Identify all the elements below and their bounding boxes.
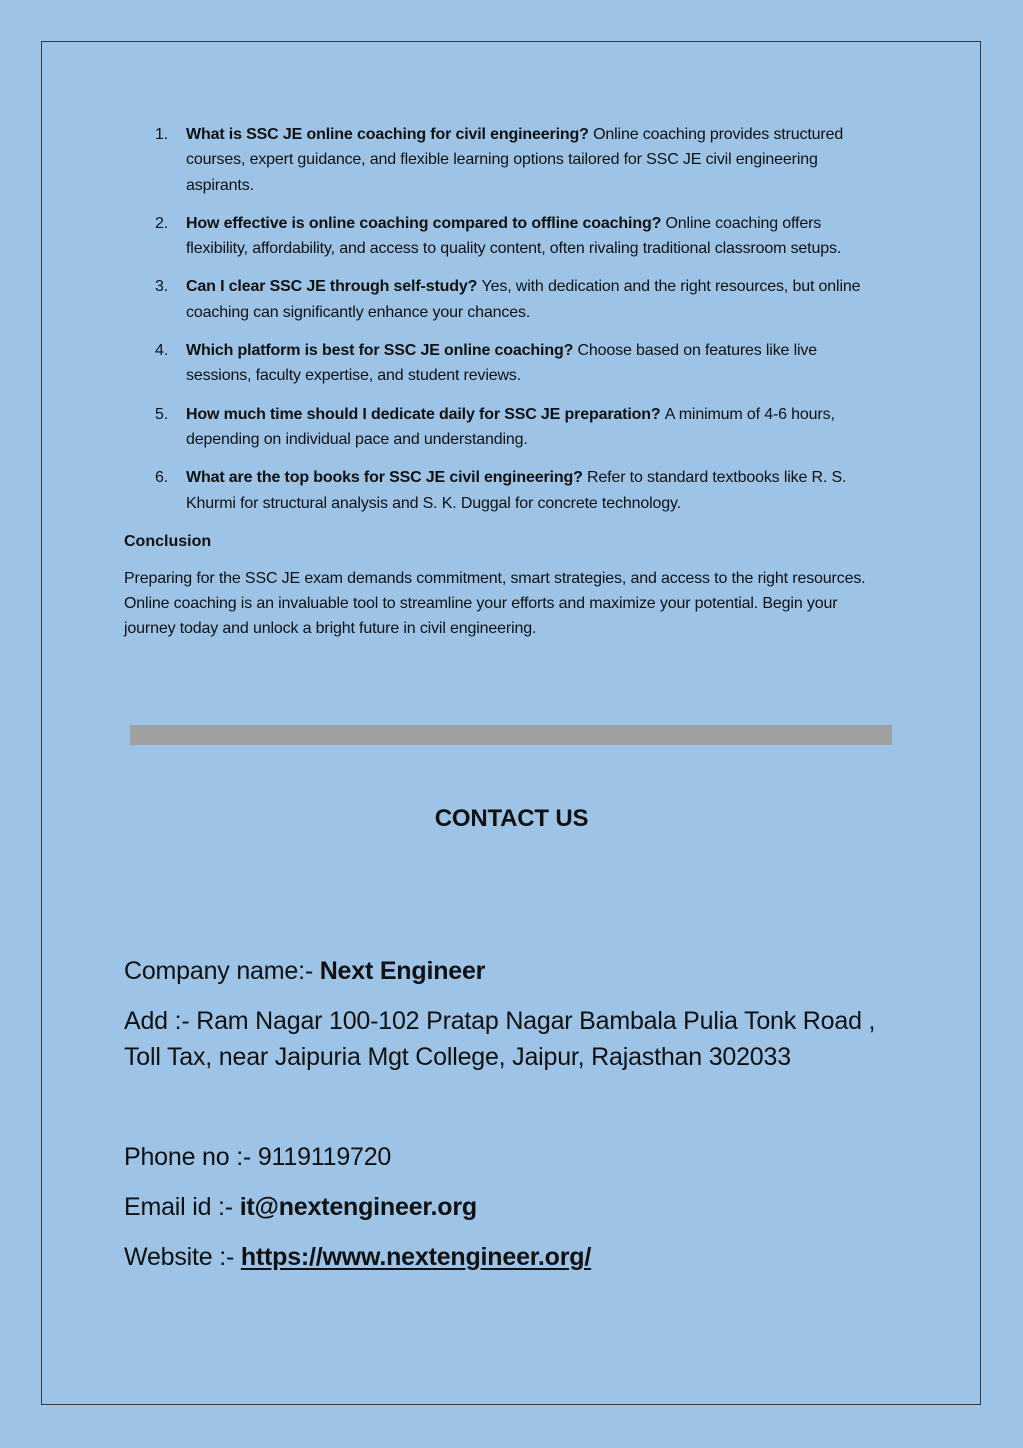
phone-row bbox=[124, 1139, 904, 1175]
company-row bbox=[124, 953, 904, 989]
faq-item bbox=[124, 338, 884, 389]
faq-answer: Yes, with dedication and the right resources, but online coaching can significantly enhance your chances. bbox=[186, 278, 861, 321]
phone-value: 9119119720 bbox=[257, 1143, 392, 1171]
address-row bbox=[124, 1003, 904, 1075]
faq-number: 2. bbox=[155, 214, 169, 232]
website-link[interactable]: https://www.nextengineer.org/ bbox=[240, 1243, 592, 1271]
faq-section bbox=[124, 122, 884, 642]
company-name: Next Engineer bbox=[319, 957, 486, 985]
faq-answer: Online coaching provides structured courses, expert guidance, and flexible learning options tailored for SSC JE civil engineering aspirants. bbox=[186, 126, 844, 194]
website-label: Website :- bbox=[124, 1243, 241, 1271]
faq-answer: A minimum of 4-6 hours, depending on individual pace and understanding. bbox=[186, 405, 835, 448]
faq-item bbox=[124, 274, 884, 325]
section-divider bbox=[130, 725, 892, 745]
faq-number: 3. bbox=[155, 278, 169, 296]
contact-title: CONTACT US bbox=[434, 805, 589, 832]
faq-item bbox=[124, 122, 884, 198]
faq-number: 6. bbox=[155, 469, 169, 487]
company-label: Company name:- bbox=[124, 957, 320, 985]
faq-number: 4. bbox=[155, 342, 169, 360]
faq-question: What is SSC JE online coaching for civil engineering? bbox=[186, 126, 594, 143]
address-value: Ram Nagar 100-102 Pratap Nagar Bambala Pulia Tonk Road , Toll Tax, near Jaipuria Mgt College, Jaipur, Rajasthan 302033 bbox=[124, 1007, 876, 1071]
faq-list bbox=[124, 122, 884, 516]
faq-answer: Choose based on features like live sessions, faculty expertise, and student reviews. bbox=[186, 342, 818, 385]
faq-answer: Refer to standard textbooks like R. S. Khurmi for structural analysis and S. K. Duggal for concrete technology. bbox=[186, 469, 847, 512]
faq-item bbox=[124, 465, 884, 516]
email-label: Email id :- bbox=[124, 1193, 240, 1221]
faq-item bbox=[124, 402, 884, 453]
faq-question: What are the top books for SSC JE civil engineering? bbox=[186, 469, 588, 487]
address-label: Add :- bbox=[124, 1007, 197, 1035]
phone-label: Phone no :- bbox=[124, 1143, 258, 1171]
faq-answer: Online coaching offers flexibility, affordability, and access to quality content, often rivaling traditional classroom setups. bbox=[186, 214, 842, 258]
email-value: it@nextengineer.org bbox=[239, 1193, 477, 1221]
email-row bbox=[124, 1189, 904, 1225]
conclusion-heading: Conclusion bbox=[124, 532, 212, 550]
faq-number: 5. bbox=[155, 405, 169, 423]
faq-number: 1. bbox=[155, 126, 169, 143]
faq-question: Can I clear SSC JE through self-study? bbox=[186, 278, 482, 296]
website-row bbox=[124, 1239, 904, 1275]
faq-question: How much time should I dedicate daily for SSC JE preparation? bbox=[186, 405, 665, 423]
faq-item bbox=[124, 211, 884, 262]
conclusion-text: Preparing for the SSC JE exam demands commitment, smart strategies, and access to the right resources. Online coaching is an invaluable tool to streamline your efforts and maximize your potential. Begin your journey today and unlock a bright future in civil engineering. bbox=[124, 569, 866, 638]
faq-question: How effective is online coaching compared to offline coaching? bbox=[186, 214, 666, 232]
faq-question: Which platform is best for SSC JE online coaching? bbox=[186, 342, 578, 360]
